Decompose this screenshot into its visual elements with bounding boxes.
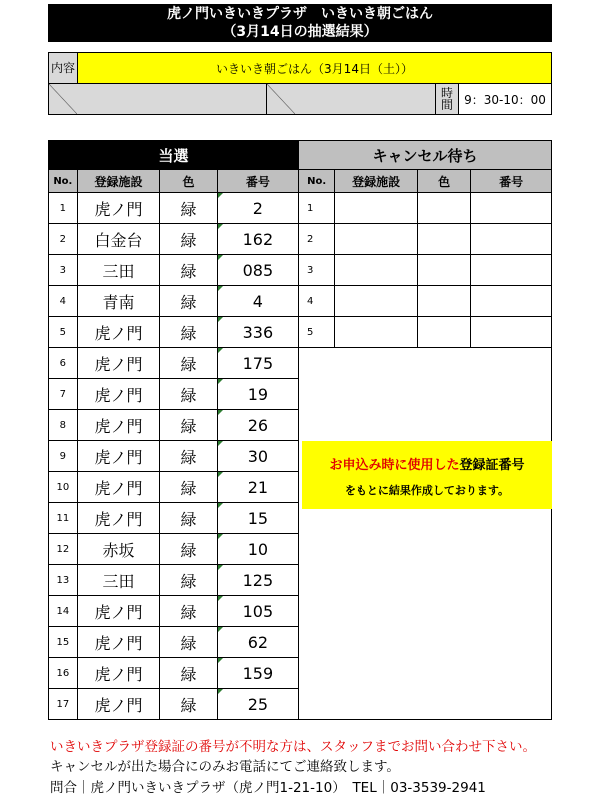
waitlist-number [471, 286, 552, 317]
waitlist-facility [335, 193, 417, 224]
waitlist-empty-area [298, 348, 551, 720]
notice-red-text: お申込み時に使用した [329, 458, 460, 473]
waitlist-no: 4 [298, 286, 334, 317]
cell-marker-icon [218, 441, 223, 446]
winner-number-value: 105 [242, 601, 274, 621]
winner-no: 10 [49, 472, 78, 503]
winner-no: 6 [49, 348, 78, 379]
waitlist-no: 3 [298, 255, 334, 286]
winner-number [217, 627, 298, 658]
winner-color: 緑 [160, 286, 218, 317]
winner-no: 11 [49, 503, 78, 534]
notice-black-text: 登録証番号 [459, 458, 525, 473]
waitlist-color [417, 255, 471, 286]
page-subtitle: （3月14日の抽選結果） [222, 24, 378, 40]
winner-facility: 虎ノ門 [77, 348, 160, 379]
waitlist-number [471, 317, 552, 348]
winner-number [217, 565, 298, 596]
winner-facility: 虎ノ門 [77, 410, 160, 441]
table-row [49, 255, 552, 286]
blank-cell-2 [266, 84, 435, 115]
winner-no: 13 [49, 565, 78, 596]
time-label: 時間 [436, 84, 459, 115]
winner-facility: 虎ノ門 [77, 627, 160, 658]
winner-color: 緑 [160, 255, 218, 286]
winner-number [217, 410, 298, 441]
table-row [49, 286, 552, 317]
cell-marker-icon [218, 379, 223, 384]
winner-no: 8 [49, 410, 78, 441]
winner-number-value: 085 [242, 260, 274, 280]
winner-color: 緑 [160, 534, 218, 565]
winner-number-value: 10 [247, 539, 269, 559]
waitlist-col-no: No. [298, 170, 334, 193]
results-table [48, 140, 552, 720]
winner-facility: 虎ノ門 [77, 441, 160, 472]
time-value: 9：30-10：00 [459, 84, 552, 115]
cell-marker-icon [218, 472, 223, 477]
info-table [48, 52, 552, 115]
winner-number-value: 336 [242, 322, 274, 342]
winner-number-value: 15 [247, 508, 269, 528]
winner-facility: 青南 [77, 286, 160, 317]
winner-facility: 虎ノ門 [77, 596, 160, 627]
winner-number [217, 658, 298, 689]
table-row [49, 224, 552, 255]
waitlist-col-number: 番号 [471, 170, 552, 193]
winner-facility: 虎ノ門 [77, 689, 160, 720]
cell-marker-icon [218, 193, 223, 198]
winner-no: 14 [49, 596, 78, 627]
winner-number-value: 62 [247, 632, 269, 652]
winner-number [217, 689, 298, 720]
winners-col-number: 番号 [217, 170, 298, 193]
winners-col-no: No. [49, 170, 78, 193]
winner-facility: 虎ノ門 [77, 193, 160, 224]
waitlist-number [471, 255, 552, 286]
content-value: いきいき朝ごはん（3月14日（土）） [78, 53, 552, 84]
waitlist-color [417, 286, 471, 317]
notice-line2: をもとに結果作成しております。 [344, 484, 510, 497]
winner-facility: 三田 [77, 565, 160, 596]
cell-marker-icon [218, 286, 223, 291]
winner-number [217, 224, 298, 255]
winner-facility: 虎ノ門 [77, 317, 160, 348]
winner-number-value: 2 [252, 198, 263, 218]
winner-facility: 白金台 [77, 224, 160, 255]
winner-color: 緑 [160, 317, 218, 348]
winner-facility: 虎ノ門 [77, 472, 160, 503]
header-banner [48, 4, 552, 42]
page-title: 虎ノ門いきいきプラザ いきいき朝ごはん [167, 6, 433, 22]
footer-warning: いきいきプラザ登録証の番号が不明な方は、スタッフまでお問い合わせ下さい。 [50, 739, 536, 755]
winner-number [217, 348, 298, 379]
cell-marker-icon [218, 317, 223, 322]
winner-facility: 虎ノ門 [77, 658, 160, 689]
winner-number [217, 317, 298, 348]
cell-marker-icon [218, 565, 223, 570]
winner-number-value: 30 [247, 446, 269, 466]
cell-marker-icon [218, 224, 223, 229]
winners-col-color: 色 [160, 170, 218, 193]
cell-marker-icon [218, 410, 223, 415]
winner-no: 3 [49, 255, 78, 286]
waitlist-col-color: 色 [417, 170, 471, 193]
winner-number [217, 534, 298, 565]
winner-number [217, 596, 298, 627]
winner-number-value: 162 [242, 229, 274, 249]
waitlist-color [417, 224, 471, 255]
content-label: 内容 [49, 53, 78, 84]
winner-facility: 三田 [77, 255, 160, 286]
cell-marker-icon [218, 627, 223, 632]
cell-marker-icon [218, 596, 223, 601]
winner-color: 緑 [160, 193, 218, 224]
cell-marker-icon [218, 689, 223, 694]
waitlist-number [471, 193, 552, 224]
winner-number [217, 255, 298, 286]
winners-col-facility: 登録施設 [77, 170, 160, 193]
footer-cancel-note: キャンセルが出た場合にのみお電話にてご連絡致します。 [50, 759, 400, 775]
winner-color: 緑 [160, 441, 218, 472]
winner-facility: 赤坂 [77, 534, 160, 565]
table-row [49, 193, 552, 224]
winner-color: 緑 [160, 689, 218, 720]
cell-marker-icon [218, 503, 223, 508]
winner-number [217, 379, 298, 410]
waitlist-no: 1 [298, 193, 334, 224]
winner-facility: 虎ノ門 [77, 503, 160, 534]
winner-number-value: 19 [247, 384, 269, 404]
table-row [49, 317, 552, 348]
winner-color: 緑 [160, 503, 218, 534]
winner-color: 緑 [160, 379, 218, 410]
winner-no: 7 [49, 379, 78, 410]
winner-number [217, 472, 298, 503]
winner-color: 緑 [160, 348, 218, 379]
winner-number-value: 25 [247, 694, 269, 714]
winner-number-value: 26 [247, 415, 269, 435]
waitlist-no: 5 [298, 317, 334, 348]
blank-cell-1 [49, 84, 267, 115]
winner-no: 16 [49, 658, 78, 689]
winner-no: 4 [49, 286, 78, 317]
notice-box [302, 441, 552, 509]
footer-contact: 問合｜虎ノ門いきいきプラザ（虎ノ門1-21-10） TEL｜03-3539-2941 [50, 780, 486, 796]
winner-facility: 虎ノ門 [77, 379, 160, 410]
waitlist-section-title: キャンセル待ち [298, 141, 551, 170]
winners-section-title: 当選 [49, 141, 299, 170]
cell-marker-icon [218, 255, 223, 260]
winner-number [217, 503, 298, 534]
winner-number [217, 193, 298, 224]
winner-color: 緑 [160, 472, 218, 503]
cell-marker-icon [218, 534, 223, 539]
waitlist-facility [335, 224, 417, 255]
waitlist-facility [335, 317, 417, 348]
winner-no: 2 [49, 224, 78, 255]
winner-no: 17 [49, 689, 78, 720]
waitlist-facility [335, 255, 417, 286]
winner-number-value: 21 [247, 477, 269, 497]
winner-number-value: 175 [242, 353, 274, 373]
waitlist-number [471, 224, 552, 255]
winner-no: 9 [49, 441, 78, 472]
table-row [49, 348, 552, 379]
waitlist-facility [335, 286, 417, 317]
winner-color: 緑 [160, 565, 218, 596]
winner-number-value: 125 [242, 570, 274, 590]
winner-number-value: 159 [242, 663, 274, 683]
winner-no: 15 [49, 627, 78, 658]
winner-color: 緑 [160, 224, 218, 255]
waitlist-color [417, 317, 471, 348]
winner-no: 1 [49, 193, 78, 224]
cell-marker-icon [218, 658, 223, 663]
cell-marker-icon [218, 348, 223, 353]
winner-no: 5 [49, 317, 78, 348]
winner-color: 緑 [160, 658, 218, 689]
winner-number [217, 286, 298, 317]
waitlist-color [417, 193, 471, 224]
waitlist-col-facility: 登録施設 [335, 170, 417, 193]
winner-number [217, 441, 298, 472]
waitlist-no: 2 [298, 224, 334, 255]
winner-no: 12 [49, 534, 78, 565]
winner-number-value: 4 [252, 291, 263, 311]
winner-color: 緑 [160, 410, 218, 441]
winner-color: 緑 [160, 596, 218, 627]
winner-color: 緑 [160, 627, 218, 658]
